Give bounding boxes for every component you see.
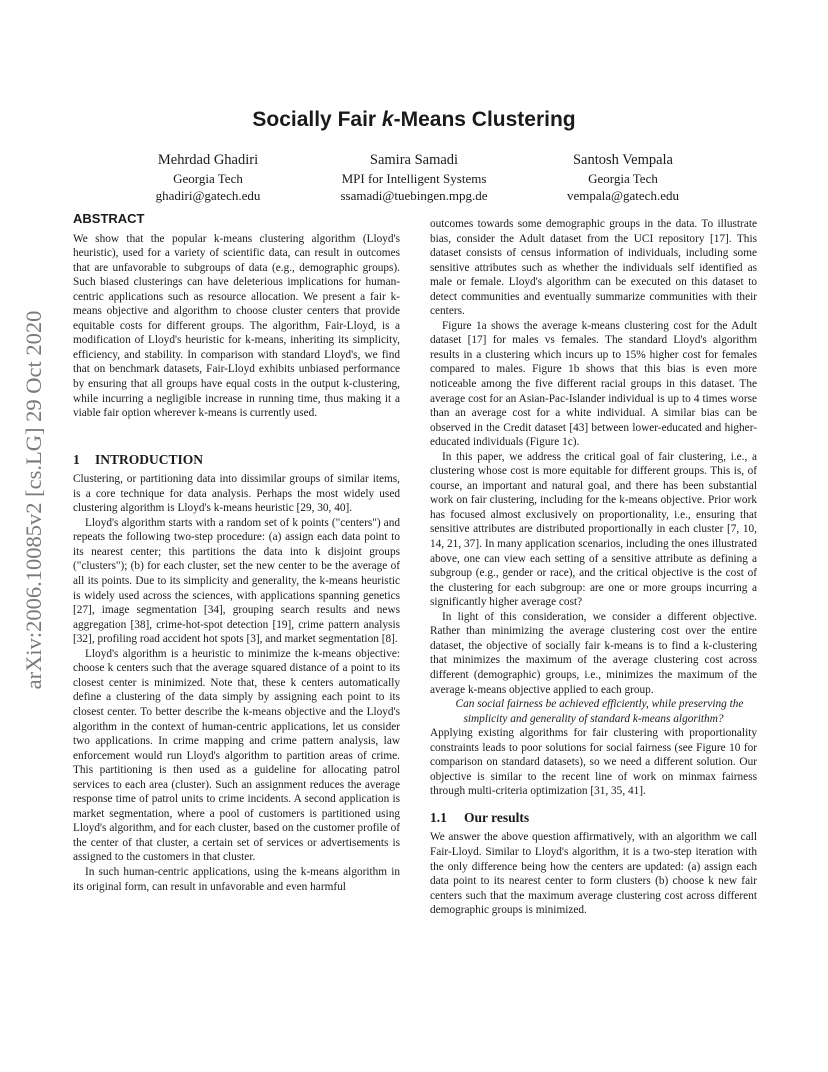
results-paragraph: We answer the above question affirmatively, with an algorithm we call Fair-Lloyd. Similar to Lloyd's algorithm, it is a two-step iteration with the only difference being how the centers are updated: (a) assign each data point to its nearest center to form clusters (b) choose k new fair centers such that the maximum average clustering cost across different demographic groups is minimized. xyxy=(430,831,757,917)
author-email[interactable]: vempala@gatech.edu xyxy=(567,188,679,203)
intro-paragraph: Lloyd's algorithm starts with a random set of k points ("centers") and repeats the following two-step procedure: (a) assign each data point to its nearest center; this partitions the data into k disjoint groups ("clusters"); (b) for each cluster, set the new center to be the average of all its points. Due to its simplicity and generality, the k-means heuristic is widely used across the sciences, with applications spanning genetics [27], image segmentation [34], grouping search results and news aggregation [38], crime-hot-spot detection [19], crime pattern analysis [32], profiling road accident hot spots [3], and market segmentation [8]. xyxy=(73,516,400,646)
author-name: Samira Samadi xyxy=(369,152,459,168)
body-paragraph: Applying existing algorithms for fair clustering with proportionality constraints leads to poor solutions for social fairness (see Figure 10 for comparison on standard datasets), so we need a different solution. Our objective is similar to the recent line of work on minmax fairness through multi-criteria optimization [31, 35, 41]. xyxy=(430,727,757,798)
right-column xyxy=(430,217,757,918)
author-email[interactable]: ghadiri@gatech.edu xyxy=(155,188,261,203)
intro-paragraph: In such human-centric applications, using the k-means algorithm in its original form, can result in unfavorable and even harmful xyxy=(73,865,400,893)
intro-paragraph: Lloyd's algorithm is a heuristic to minimize the k-means objective: choose k centers such that the average squared distance of a point to its closest center is minimized. Note that, these k centers automatically define a clustering of the data simply by assigning each point to its closest center. To better describe the k-means objective and the Lloyd's algorithm in the context of human-centric applications, let us consider two applications. In crime mapping and crime pattern analysis, law enforcement would run Lloyd's algorithm to partition areas of crime. This partitioning is then used as a guideline for allocating patrol services to each area (cluster). Such an assignment reduces the average response time of patrol units to crime incidents. A second application is market segmentation, where a pool of customers is partitioned using Lloyd's algorithm, and for each cluster, based on the customer profile of the center of that cluster, a certain set of services or advertisements is assigned to the customers in that cluster. xyxy=(73,647,400,864)
body-paragraph: outcomes towards some demographic groups in the data. To illustrate bias, consider the Adult dataset from the UCI repository [17]. This dataset consists of census information of individuals, including some sensitive attributes such as whether the individuals self identified as male or female. Lloyd's algorithm can be executed on this dataset to detect communities and eventually summarize communities with their centers. xyxy=(430,218,757,318)
subsection-heading: 1.1 Our results xyxy=(430,809,530,825)
body-paragraph: Figure 1a shows the average k-means clustering cost for the Adult dataset [17] for males vs females. The standard Lloyd's algorithm results in a clustering which incurs up to 15% higher cost for females compared to males. Figure 1b shows that this bias is even more noticeable among the five different racial groups in this dataset. The average cost for an Asian-Pac-Islander individual is up to 4 times worse than an average cost for a white individual. A similar bias can be observed in the Credit dataset [43] between lower-educated and higher-educated individuals (Figure 1c). xyxy=(430,319,757,449)
author-name: Mehrdad Ghadiri xyxy=(157,152,259,168)
body-paragraph: In light of this consideration, we consider a different objective. Rather than minimizing the average clustering cost over the entire dataset, the objective of socially fair k-means is to find a k-clustering that minimizes the maximum of the average clustering cost across different (demographic) groups, i.e., minimizes the maximum of the average k-means objective applied to each group. xyxy=(430,610,757,696)
arxiv-identifier: arXiv:2006.10085v2 [cs.LG] 29 Oct 2020 xyxy=(21,310,46,690)
author-name: Santosh Vempala xyxy=(572,152,673,168)
paper-title: Socially Fair k-Means Clustering xyxy=(252,108,576,131)
intro-paragraph: Clustering, or partitioning data into dissimilar groups of similar items, is a core technique for data analysis. Perhaps the most widely used clustering algorithm is Lloyd's k-means heuristic [29, 30, 40]. xyxy=(73,473,400,515)
author-block xyxy=(93,152,323,205)
author-affiliation: MPI for Intelligent Systems xyxy=(341,170,487,186)
author-block xyxy=(508,152,738,205)
abstract-text: We show that the popular k-means clustering algorithm (Lloyd's heuristic), used for a variety of scientific data, can result in outcomes that are unfavorable to subgroups of data (e.g., demographic groups). Such biased clusterings can have deleterious implications for human-centric applications such as resource allocation. We present a fair k-means objective and algorithm to choose cluster centers that provide equitable costs for different groups. The algorithm, Fair-Lloyd, is a modification of Lloyd's heuristic for k-means, inheriting its simplicity, efficiency, and stability. In comparison with standard Lloyd's, we find that on benchmark datasets, Fair-Lloyd exhibits unbiased performance by ensuring that all groups have equal costs in the output k-clustering, while incurring a negligible increase in running time, thus making it a viable fair option wherever k-means is currently used. xyxy=(73,232,400,420)
abstract-heading: ABSTRACT xyxy=(73,211,145,226)
left-column xyxy=(73,212,400,894)
author-affiliation: Georgia Tech xyxy=(588,170,658,186)
body-paragraph: In this paper, we address the critical goal of fair clustering, i.e., a clustering whose cost is more equitable for different groups. This is, of course, an important and natural goal, and there has been substantial work on fair clustering, including for the k-means objective. Prior work has focused almost exclusively on proportionality, i.e., ensuring that sensitive attributes are distributed proportionally in each cluster [7, 10, 14, 21, 37]. In many application scenarios, including the ones illustrated above, one can view each setting of a sensitive attribute as defining a subgroup (e.g., gender or race), and the critical objective is the cost of the clustering for each subgroup: are one or more groups incurring a significantly higher average cost? xyxy=(430,450,757,609)
author-affiliation: Georgia Tech xyxy=(173,170,243,186)
section-heading: 1 INTRODUCTION xyxy=(73,451,204,467)
author-block xyxy=(299,152,529,205)
research-question: Can social fairness be achieved efficiently, while preserving the simplicity and generality of standard k-means algorithm? xyxy=(455,698,744,725)
author-email[interactable]: ssamadi@tuebingen.mpg.de xyxy=(340,188,488,203)
